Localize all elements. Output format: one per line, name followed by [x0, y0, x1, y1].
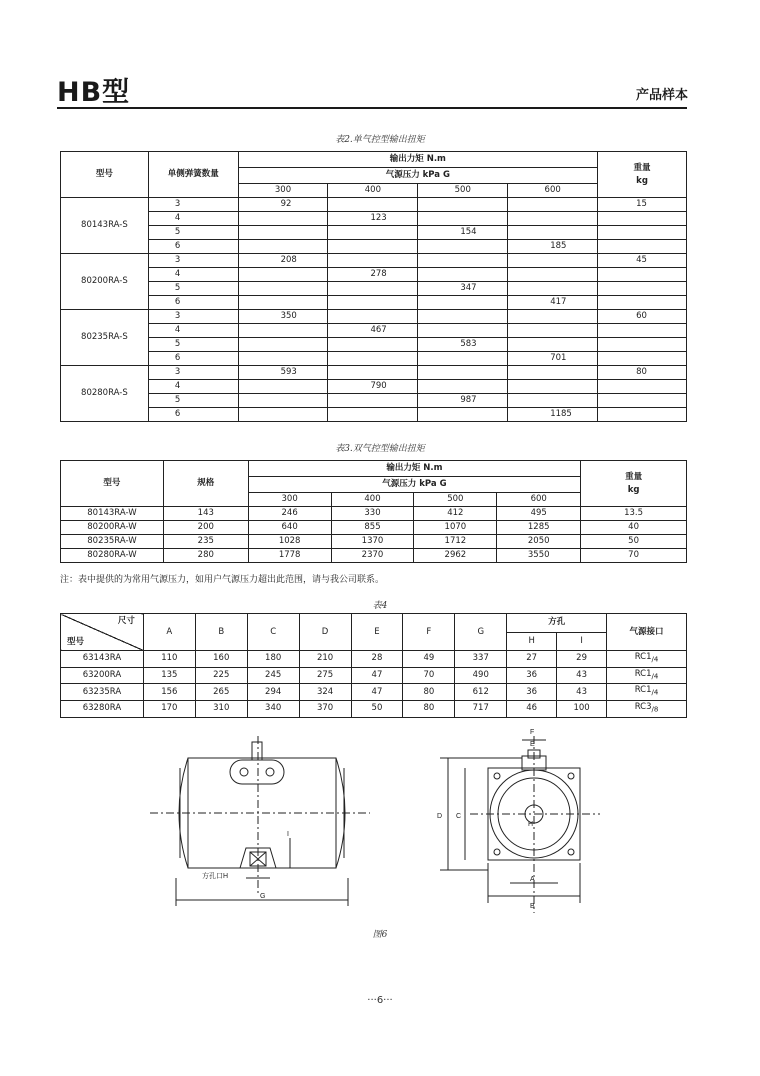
spec-cell: 235	[163, 535, 248, 549]
weight-cell: 70	[581, 549, 687, 563]
torque-cell: 123	[328, 212, 418, 226]
torque-cell: 185	[508, 240, 598, 254]
weight-cell	[598, 296, 687, 310]
torque-cell	[238, 408, 328, 422]
model-cell: 80200RA-W	[61, 521, 164, 535]
header-dimension: E	[351, 614, 403, 651]
torque-cell: 278	[328, 268, 418, 282]
port-main: RC1	[634, 652, 652, 662]
torque-cell	[418, 198, 508, 212]
weight-cell: 13.5	[581, 507, 687, 521]
torque-cell: 1370	[331, 535, 414, 549]
actuator-drawing	[0, 728, 760, 928]
weight-cell: 60	[598, 310, 687, 324]
table-row	[61, 268, 687, 282]
torque-cell: 350	[238, 310, 328, 324]
torque-cell: 593	[238, 366, 328, 380]
dimension-cell: 180	[247, 651, 299, 668]
dimension-cell: 340	[247, 701, 299, 718]
model-cell: 80200RA-S	[61, 254, 149, 310]
header-pressure-value: 300	[248, 493, 331, 507]
dimension-cell: 294	[247, 684, 299, 701]
port-main: RC1	[634, 668, 652, 679]
port-fraction: /8	[651, 705, 659, 714]
torque-cell	[328, 338, 418, 352]
header-spec: 规格	[163, 461, 248, 507]
table-row	[61, 282, 687, 296]
header-port: 气源接口	[607, 614, 687, 651]
label-i: I	[287, 831, 289, 838]
header-pressure: 气源压力 kPa G	[248, 477, 580, 493]
table-row	[61, 651, 687, 668]
square-cell: 46	[507, 701, 557, 718]
port-main: RC3	[634, 702, 652, 713]
table-row	[61, 198, 687, 212]
dimension-cell: 70	[403, 667, 455, 684]
torque-cell	[508, 324, 598, 338]
square-cell: 36	[507, 667, 557, 684]
header-square-sub: H	[507, 632, 557, 651]
dimension-cell: 490	[455, 667, 507, 684]
header-pressure-value: 400	[331, 493, 414, 507]
torque-cell: 154	[418, 226, 508, 240]
table-row	[61, 394, 687, 408]
top-flange	[230, 760, 284, 784]
dimension-cell: 50	[351, 701, 403, 718]
label-g: G	[260, 893, 266, 900]
corner-top-label: 尺寸	[117, 616, 135, 626]
torque-cell	[508, 198, 598, 212]
torque-cell: 417	[508, 296, 598, 310]
port-cell	[607, 651, 687, 668]
header-dimension: B	[195, 614, 247, 651]
spec-cell: 200	[163, 521, 248, 535]
table4	[60, 613, 687, 718]
dimension-cell: 80	[403, 684, 455, 701]
table2-caption: 表2.单气控型输出扭矩	[335, 135, 425, 145]
torque-cell	[328, 198, 418, 212]
weight-cell: 15	[598, 198, 687, 212]
label-a: A	[530, 876, 535, 883]
torque-cell	[328, 282, 418, 296]
header-rule	[57, 107, 687, 109]
weight-cell	[598, 212, 687, 226]
port-fraction: /4	[651, 689, 659, 698]
figure-caption: 图6	[372, 930, 388, 940]
weight-cell	[598, 352, 687, 366]
dimension-cell: 324	[299, 684, 351, 701]
table-row	[61, 310, 687, 324]
springs-cell: 4	[148, 268, 238, 282]
corner-bottom-label: 型号	[67, 637, 85, 647]
springs-cell: 5	[148, 338, 238, 352]
torque-cell: 640	[248, 521, 331, 535]
torque-cell: 1285	[497, 521, 581, 535]
square-cell: 43	[557, 684, 607, 701]
table-row	[61, 366, 687, 380]
springs-cell: 5	[148, 226, 238, 240]
label-e: E	[530, 741, 535, 748]
table-row	[61, 254, 687, 268]
torque-cell	[328, 394, 418, 408]
torque-cell: 1185	[508, 408, 598, 422]
torque-cell: 347	[418, 282, 508, 296]
torque-cell: 1778	[248, 549, 331, 563]
header-model: 型号	[61, 461, 164, 507]
square-cell: 100	[557, 701, 607, 718]
table-row	[61, 521, 687, 535]
weight-cell	[598, 324, 687, 338]
model-cell: 63235RA	[61, 684, 144, 701]
torque-cell: 583	[418, 338, 508, 352]
torque-cell	[238, 352, 328, 366]
header-pressure-value: 300	[238, 184, 328, 198]
weight-cell	[598, 380, 687, 394]
header-pressure-value: 400	[328, 184, 418, 198]
table-row	[61, 324, 687, 338]
model-cell: 80235RA-W	[61, 535, 164, 549]
dimension-cell: 245	[247, 667, 299, 684]
torque-cell	[418, 268, 508, 282]
torque-cell: 208	[238, 254, 328, 268]
weight-label: 重量	[625, 471, 643, 482]
table3-header-row	[61, 461, 687, 477]
table2-header-row	[61, 152, 687, 168]
table-row	[61, 352, 687, 366]
dimension-cell: 28	[351, 651, 403, 668]
header-square-sub: I	[557, 632, 607, 651]
torque-cell	[238, 240, 328, 254]
weight-cell: 40	[581, 521, 687, 535]
port-fraction: /4	[651, 672, 659, 681]
torque-cell: 330	[331, 507, 414, 521]
springs-cell: 4	[148, 380, 238, 394]
torque-cell: 246	[248, 507, 331, 521]
torque-cell: 92	[238, 198, 328, 212]
model-cell: 80143RA-S	[61, 198, 149, 254]
table-row	[61, 338, 687, 352]
torque-cell	[418, 380, 508, 394]
dimension-cell: 110	[143, 651, 195, 668]
dimension-cell: 370	[299, 701, 351, 718]
torque-cell: 987	[418, 394, 508, 408]
table-row	[61, 212, 687, 226]
model-cell: 80235RA-S	[61, 310, 149, 366]
table-row	[61, 507, 687, 521]
model-cell: 80280RA-W	[61, 549, 164, 563]
dimension-cell: 160	[195, 651, 247, 668]
table4-caption: 表4	[372, 601, 388, 611]
header-torque: 输出力矩 N.m	[248, 461, 580, 477]
weight-cell	[598, 394, 687, 408]
dimension-cell: 135	[143, 667, 195, 684]
pressure-note: 注：表中提供的为常用气源压力，如用户气源压力超出此范围，请与我公司联系。	[60, 575, 385, 585]
table-row	[61, 701, 687, 718]
torque-cell	[418, 408, 508, 422]
square-cell: 43	[557, 667, 607, 684]
springs-cell: 6	[148, 408, 238, 422]
header-square-hole: 方孔	[507, 614, 607, 633]
springs-cell: 5	[148, 394, 238, 408]
torque-cell	[238, 380, 328, 394]
header-weight	[598, 152, 687, 198]
table-row	[61, 549, 687, 563]
dimension-cell: 170	[143, 701, 195, 718]
header-dimension: C	[247, 614, 299, 651]
header-corner	[61, 614, 144, 651]
header-catalog-label: 产品样本	[635, 88, 688, 103]
torque-cell	[238, 338, 328, 352]
springs-cell: 3	[148, 198, 238, 212]
weight-cell: 45	[598, 254, 687, 268]
weight-cell	[598, 226, 687, 240]
header-dimension: D	[299, 614, 351, 651]
weight-cell	[598, 240, 687, 254]
torque-cell	[508, 226, 598, 240]
table-row	[61, 408, 687, 422]
torque-cell	[238, 324, 328, 338]
header-pressure: 气源压力 kPa G	[238, 168, 598, 184]
torque-cell	[328, 226, 418, 240]
model-cell: 80280RA-S	[61, 366, 149, 422]
model-cell: 63200RA	[61, 667, 144, 684]
header-springs: 单侧弹簧数量	[148, 152, 238, 198]
torque-cell	[328, 408, 418, 422]
dimension-cell: 275	[299, 667, 351, 684]
torque-cell	[328, 352, 418, 366]
model-cell: 80143RA-W	[61, 507, 164, 521]
torque-cell	[328, 254, 418, 268]
torque-cell	[238, 268, 328, 282]
torque-cell	[238, 282, 328, 296]
port-cell	[607, 667, 687, 684]
weight-cell	[598, 408, 687, 422]
torque-cell: 2050	[497, 535, 581, 549]
weight-cell: 80	[598, 366, 687, 380]
table3-caption: 表3.双气控型输出扭矩	[335, 444, 425, 454]
table-row	[61, 684, 687, 701]
springs-cell: 3	[148, 254, 238, 268]
dimension-cell: 80	[403, 701, 455, 718]
page-number: ···6···	[367, 995, 393, 1006]
springs-cell: 6	[148, 240, 238, 254]
torque-cell	[418, 310, 508, 324]
springs-cell: 6	[148, 352, 238, 366]
table4-header-row	[61, 614, 687, 633]
torque-cell	[508, 366, 598, 380]
header-pressure-value: 500	[414, 493, 497, 507]
table3	[60, 460, 687, 563]
label-b: B	[530, 903, 535, 910]
spec-cell: 143	[163, 507, 248, 521]
springs-cell: 3	[148, 310, 238, 324]
label-square-hole: 方孔口H	[202, 873, 229, 880]
table-row	[61, 240, 687, 254]
torque-cell: 467	[328, 324, 418, 338]
torque-cell: 701	[508, 352, 598, 366]
port-main: RC1	[634, 685, 652, 696]
torque-cell	[508, 268, 598, 282]
model-cell: 63143RA	[61, 651, 144, 668]
weight-cell	[598, 338, 687, 352]
header-pressure-value: 600	[508, 184, 598, 198]
torque-cell: 2962	[414, 549, 497, 563]
torque-cell: 1028	[248, 535, 331, 549]
torque-cell	[238, 226, 328, 240]
dimension-cell: 612	[455, 684, 507, 701]
port-cell	[607, 701, 687, 718]
square-cell: 36	[507, 684, 557, 701]
torque-cell: 3550	[497, 549, 581, 563]
dimension-cell: 156	[143, 684, 195, 701]
torque-cell	[328, 240, 418, 254]
model-cell: 63280RA	[61, 701, 144, 718]
torque-cell: 1712	[414, 535, 497, 549]
header-pressure-value: 500	[418, 184, 508, 198]
table-row	[61, 380, 687, 394]
torque-cell: 790	[328, 380, 418, 394]
header-model: 型号	[61, 152, 149, 198]
drive-shaft	[252, 742, 262, 760]
weight-label: 重量	[633, 162, 651, 173]
springs-cell: 3	[148, 366, 238, 380]
header-dimension: G	[455, 614, 507, 651]
dimension-cell: 265	[195, 684, 247, 701]
weight-cell	[598, 282, 687, 296]
torque-cell	[508, 394, 598, 408]
torque-cell	[238, 296, 328, 310]
label-c: C	[456, 813, 462, 820]
torque-cell	[508, 254, 598, 268]
port-cell	[607, 684, 687, 701]
springs-cell: 4	[148, 324, 238, 338]
springs-cell: 6	[148, 296, 238, 310]
weight-unit: kg	[636, 175, 648, 186]
header-title: HB型	[57, 77, 131, 108]
torque-cell	[238, 394, 328, 408]
torque-cell	[418, 366, 508, 380]
table-row	[61, 535, 687, 549]
label-d: D	[437, 813, 443, 820]
torque-cell: 855	[331, 521, 414, 535]
torque-cell	[238, 212, 328, 226]
spec-cell: 280	[163, 549, 248, 563]
header-weight	[581, 461, 687, 507]
weight-unit: kg	[627, 484, 640, 495]
label-f: F	[530, 729, 535, 736]
header-pressure-value: 600	[497, 493, 581, 507]
header-torque: 输出力矩 N.m	[238, 152, 598, 168]
header-dimension: A	[143, 614, 195, 651]
torque-cell	[508, 380, 598, 394]
weight-cell	[598, 268, 687, 282]
torque-cell	[418, 240, 508, 254]
torque-cell	[508, 338, 598, 352]
springs-cell: 5	[148, 282, 238, 296]
torque-cell	[328, 366, 418, 380]
torque-cell: 495	[497, 507, 581, 521]
torque-cell: 2370	[331, 549, 414, 563]
dimension-cell: 225	[195, 667, 247, 684]
torque-cell	[508, 212, 598, 226]
torque-cell: 1070	[414, 521, 497, 535]
dimension-cell: 310	[195, 701, 247, 718]
dimension-cell: 337	[455, 651, 507, 668]
torque-cell	[508, 310, 598, 324]
table-row	[61, 226, 687, 240]
torque-cell	[418, 212, 508, 226]
torque-cell	[328, 310, 418, 324]
square-cell: 29	[557, 651, 607, 668]
dimension-cell: 47	[351, 667, 403, 684]
torque-cell: 412	[414, 507, 497, 521]
dimension-cell: 717	[455, 701, 507, 718]
torque-cell	[328, 296, 418, 310]
torque-cell	[418, 296, 508, 310]
dimension-cell: 49	[403, 651, 455, 668]
header-dimension: F	[403, 614, 455, 651]
table-row	[61, 667, 687, 684]
weight-cell: 50	[581, 535, 687, 549]
square-cell: 27	[507, 651, 557, 668]
table2	[60, 151, 687, 422]
label-h: H	[528, 821, 534, 828]
torque-cell	[418, 254, 508, 268]
springs-cell: 4	[148, 212, 238, 226]
torque-cell	[418, 324, 508, 338]
port-fraction: /4	[651, 655, 659, 664]
table-row	[61, 296, 687, 310]
dimension-cell: 47	[351, 684, 403, 701]
torque-cell	[508, 282, 598, 296]
torque-cell	[418, 352, 508, 366]
dimension-cell: 210	[299, 651, 351, 668]
